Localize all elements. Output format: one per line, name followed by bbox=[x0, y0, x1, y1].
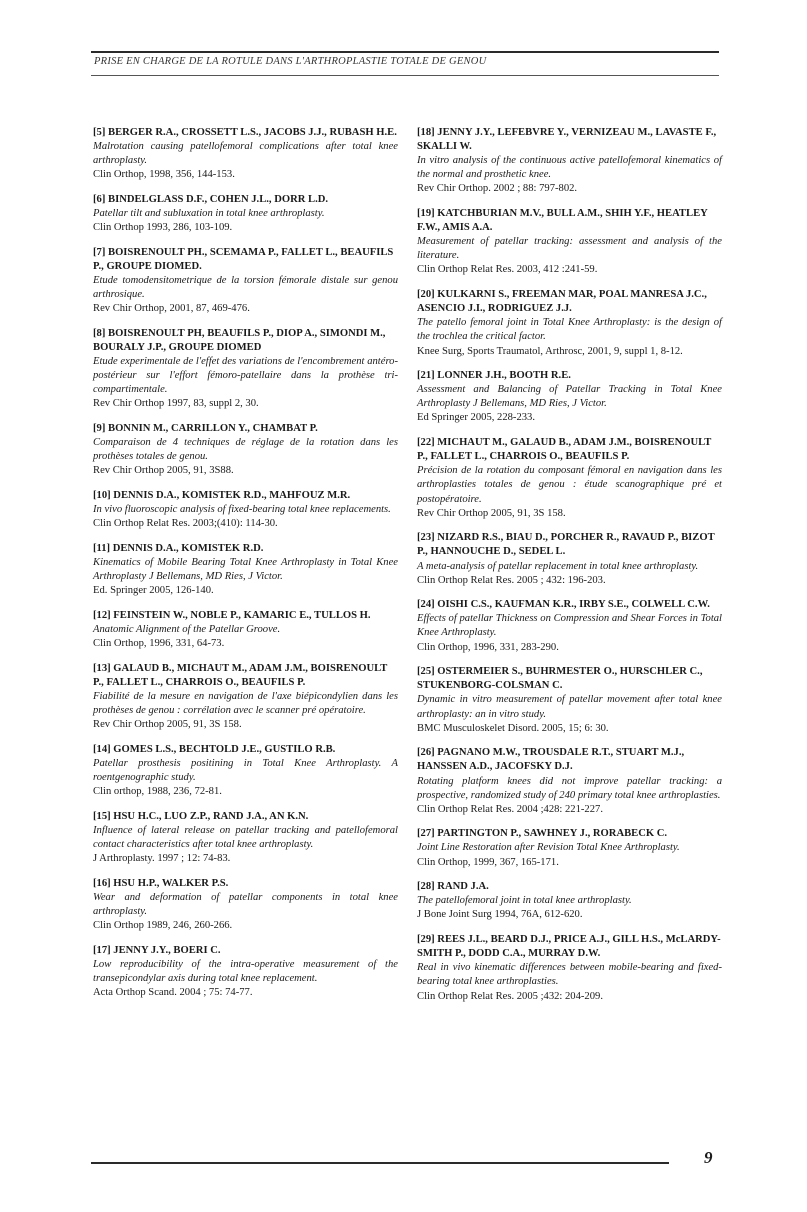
reference-column-right bbox=[417, 126, 722, 1014]
reference-source: Clin Orthop, 1996, 331, 64-73. bbox=[93, 638, 225, 650]
reference-entry bbox=[93, 126, 398, 182]
reference-entry bbox=[417, 436, 722, 521]
reference-entry bbox=[417, 880, 722, 922]
reference-source: Rev Chir Orthop 2005, 91, 3S 158. bbox=[93, 719, 242, 731]
reference-title: A meta-analysis of patellar replacement in total knee arthroplasty. bbox=[417, 560, 699, 572]
reference-authors: [21] LONNER J.H., BOOTH R.E. bbox=[417, 370, 571, 382]
reference-authors: [6] BINDELGLASS D.F., COHEN J.L., DORR L.D. bbox=[93, 193, 329, 205]
footer-rule bbox=[91, 1162, 669, 1164]
header-rule-top bbox=[91, 51, 719, 53]
reference-entry bbox=[417, 933, 722, 1003]
reference-authors: [11] DENNIS D.A., KOMISTEK R.D. bbox=[93, 542, 264, 554]
reference-authors: [14] GOMES L.S., BECHTOLD J.E., GUSTILO R.B. bbox=[93, 743, 336, 755]
reference-authors: [29] REES J.L., BEARD D.J., PRICE A.J., GILL H.S., McLARDY-SMITH P., DODD C.A., MURRAY D.W. bbox=[417, 934, 721, 960]
reference-title: Assessment and Balancing of Patellar Tracking in Total Knee Arthroplasty J Bellemans, MD Ries, J Victor. bbox=[417, 384, 722, 410]
reference-authors: [12] FEINSTEIN W., NOBLE P., KAMARIC E., TULLOS H. bbox=[93, 609, 371, 621]
reference-title: In vitro analysis of the continuous active patellofemoral kinematics of the normal and prosthetic knee. bbox=[417, 155, 722, 181]
reference-title: Malrotation causing patellofemoral complications after total knee arthroplasty. bbox=[93, 141, 398, 167]
reference-entry bbox=[417, 207, 722, 277]
reference-entry bbox=[417, 288, 722, 358]
reference-source: Rev Chir Orthop 1997, 83, suppl 2, 30. bbox=[93, 398, 259, 410]
reference-authors: [17] JENNY J.Y., BOERI C. bbox=[93, 944, 221, 956]
reference-source: BMC Musculoskelet Disord. 2005, 15; 6: 30. bbox=[417, 722, 609, 734]
reference-authors: [10] DENNIS D.A., KOMISTEK R.D., MAHFOUZ M.R. bbox=[93, 490, 351, 502]
reference-source: Clin Orthop, 1996, 331, 283-290. bbox=[417, 641, 559, 653]
reference-entry bbox=[417, 598, 722, 654]
reference-title: Précision de la rotation du composant fémoral en navigation dans les arthroplasties totales de genou : étude scanographique pré et postopératoire. bbox=[417, 465, 722, 505]
reference-authors: [26] PAGNANO M.W., TROUSDALE R.T., STUART M.J., HANSSEN A.D., JACOFSKY D.J. bbox=[417, 747, 685, 773]
reference-title: In vivo fluoroscopic analysis of fixed-bearing total knee replacements. bbox=[93, 504, 391, 516]
header-rule-bottom bbox=[91, 75, 719, 76]
reference-entry bbox=[93, 246, 398, 316]
reference-title: Low reproducibility of the intra-operative measurement of the transepicondylar axis during total knee replacement. bbox=[93, 958, 398, 984]
reference-entry bbox=[417, 369, 722, 425]
reference-entry bbox=[417, 746, 722, 816]
reference-source: Clin Orthop Relat Res. 2004 ;428: 221-227. bbox=[417, 803, 603, 815]
reference-title: Kinematics of Mobile Bearing Total Knee Arthroplasty in Total Knee Arthroplasty J Bellemans, MD Ries, J Victor. bbox=[93, 557, 398, 583]
reference-source: J Bone Joint Surg 1994, 76A, 612-620. bbox=[417, 909, 583, 921]
reference-title: Influence of lateral release on patellar tracking and patellofemoral contact characteristics after total knee arthroplasty. bbox=[93, 824, 398, 850]
reference-source: Clin Orthop Relat Res. 2005 ;432: 204-209. bbox=[417, 990, 603, 1002]
reference-entry bbox=[93, 193, 398, 235]
page-number: 9 bbox=[704, 1148, 713, 1167]
reference-source: Ed. Springer 2005, 126-140. bbox=[93, 585, 214, 597]
reference-authors: [18] JENNY J.Y., LEFEBVRE Y., VERNIZEAU M., LAVASTE F., SKALLI W. bbox=[417, 127, 717, 153]
reference-entry bbox=[417, 126, 722, 196]
reference-authors: [7] BOISRENOULT PH., SCEMAMA P., FALLET L., BEAUFILS P., GROUPE DIOMED. bbox=[93, 246, 394, 272]
reference-title: Dynamic in vitro measurement of patellar movement after total knee arthroplasty: an in vitro study. bbox=[417, 694, 722, 720]
reference-authors: [23] NIZARD R.S., BIAU D., PORCHER R., RAVAUD P., BIZOT P., HANNOUCHE D., SEDEL L. bbox=[417, 532, 715, 558]
reference-title: Joint Line Restoration after Revision Total Knee Arthroplasty. bbox=[417, 842, 680, 854]
reference-source: Clin Orthop Relat Res. 2005 ; 432: 196-203. bbox=[417, 574, 606, 586]
reference-source: Ed Springer 2005, 228-233. bbox=[417, 412, 535, 424]
reference-source: Rev Chir Orthop 2005, 91, 3S88. bbox=[93, 465, 234, 477]
reference-title: Effects of patellar Thickness on Compression and Shear Forces in Total Knee Arthroplasty. bbox=[417, 613, 722, 639]
reference-authors: [25] OSTERMEIER S., BUHRMESTER O., HURSCHLER C., STUKENBORG-COLSMAN C. bbox=[417, 666, 703, 692]
reference-title: Patellar prosthesis positining in Total Knee Arthroplasty. A roentgenographic study. bbox=[93, 757, 398, 783]
reference-authors: [28] RAND J.A. bbox=[417, 881, 489, 893]
reference-authors: [13] GALAUD B., MICHAUT M., ADAM J.M., BOISRENOULT P., FALLET L., CHARROIS O., BEAUFILS P. bbox=[93, 662, 388, 688]
reference-title: Wear and deformation of patellar components in total knee arthroplasty. bbox=[93, 891, 398, 917]
reference-title: The patellofemoral joint in total knee arthroplasty. bbox=[417, 895, 632, 907]
reference-source: Acta Orthop Scand. 2004 ; 75: 74-77. bbox=[93, 987, 253, 998]
reference-authors: [15] HSU H.C., LUO Z.P., RAND J.A., AN K.N. bbox=[93, 810, 309, 822]
reference-authors: [24] OISHI C.S., KAUFMAN K.R., IRBY S.E., COLWELL C.W. bbox=[417, 599, 710, 611]
reference-title: Rotating platform knees did not improve patellar tracking: a prospective, randomized study of 240 primary total knee arthroplasties. bbox=[417, 775, 722, 801]
reference-title: Etude experimentale de l'effet des variations de l'encombrement antéro-postérieur sur l'effort fémoro-patellaire dans la prothèse tri-compartimentale. bbox=[93, 356, 398, 396]
reference-authors: [19] KATCHBURIAN M.V., BULL A.M., SHIH Y.F., HEATLEY F.W., AMIS A.A. bbox=[417, 208, 708, 234]
reference-title: Measurement of patellar tracking: assessment and analysis of the literature. bbox=[417, 236, 722, 262]
reference-entry bbox=[417, 665, 722, 735]
reference-source: Clin Orthop, 1998, 356, 144-153. bbox=[93, 169, 235, 181]
reference-entry bbox=[93, 489, 398, 531]
reference-authors: [27] PARTINGTON P., SAWHNEY J., RORABECK C. bbox=[417, 828, 668, 840]
reference-source: Clin Orthop 1989, 246, 260-266. bbox=[93, 920, 233, 932]
reference-title: Anatomic Alignment of the Patellar Groove. bbox=[93, 623, 281, 635]
reference-entry bbox=[93, 609, 398, 651]
reference-source: Clin Orthop Relat Res. 2003;(410): 114-30. bbox=[93, 518, 278, 530]
reference-entry bbox=[93, 944, 398, 1000]
reference-entry bbox=[93, 327, 398, 412]
reference-title: Patellar tilt and subluxation in total knee arthroplasty. bbox=[93, 208, 325, 220]
reference-entry bbox=[93, 810, 398, 866]
reference-entry bbox=[417, 827, 722, 869]
reference-source: Clin Orthop 1993, 286, 103-109. bbox=[93, 222, 233, 234]
reference-entry bbox=[93, 877, 398, 933]
reference-authors: [8] BOISRENOULT PH, BEAUFILS P., DIOP A., SIMONDI M., BOURALY J.P., GROUPE DIOMED bbox=[93, 327, 386, 353]
reference-entry bbox=[93, 422, 398, 478]
reference-authors: [20] KULKARNI S., FREEMAN MAR, POAL MANRESA J.C., ASENCIO J.I., RODRIGUEZ J.J. bbox=[417, 289, 707, 315]
reference-column-left bbox=[93, 126, 398, 1011]
reference-source: J Arthroplasty. 1997 ; 12: 74-83. bbox=[93, 853, 231, 865]
reference-authors: [5] BERGER R.A., CROSSETT L.S., JACOBS J.J., RUBASH H.E. bbox=[93, 127, 397, 138]
reference-source: Rev Chir Orthop, 2001, 87, 469-476. bbox=[93, 303, 250, 315]
reference-entry bbox=[417, 531, 722, 587]
reference-title: Etude tomodensitometrique de la torsion fémorale distale sur genou arthrosique. bbox=[93, 275, 398, 301]
reference-title: Comparaison de 4 techniques de réglage de la rotation dans les prothèses totales de genou. bbox=[93, 437, 398, 463]
reference-source: Clin orthop, 1988, 236, 72-81. bbox=[93, 786, 222, 798]
reference-title: Real in vivo kinematic differences between mobile-bearing and fixed-bearing total knee arthroplasties. bbox=[417, 962, 722, 988]
reference-source: Rev Chir Orthop. 2002 ; 88: 797-802. bbox=[417, 183, 578, 195]
reference-source: Knee Surg, Sports Traumatol, Arthrosc, 2001, 9, suppl 1, 8-12. bbox=[417, 345, 683, 357]
reference-authors: [16] HSU H.P., WALKER P.S. bbox=[93, 877, 229, 889]
reference-title: The patello femoral joint in Total Knee Arthroplasty: is the design of the trochlea the critical factor. bbox=[417, 317, 722, 343]
reference-source: Clin Orthop Relat Res. 2003, 412 :241-59. bbox=[417, 264, 598, 276]
reference-authors: [9] BONNIN M., CARRILLON Y., CHAMBAT P. bbox=[93, 423, 318, 435]
reference-source: Rev Chir Orthop 2005, 91, 3S 158. bbox=[417, 507, 566, 519]
reference-entry bbox=[93, 743, 398, 799]
reference-entry bbox=[93, 662, 398, 732]
reference-title: Fiabilité de la mesure en navigation de l'axe biépicondylien dans les prothèses de genou : corrélation avec le scanner pré opératoire. bbox=[93, 690, 398, 717]
reference-source: Clin Orthop, 1999, 367, 165-171. bbox=[417, 856, 559, 868]
reference-entry bbox=[93, 542, 398, 598]
running-header: PRISE EN CHARGE DE LA ROTULE DANS L'ARTHROPLASTIE TOTALE DE GENOU bbox=[94, 56, 487, 67]
reference-authors: [22] MICHAUT M., GALAUD B., ADAM J.M., BOISRENOULT P., FALLET L., CHARROIS O., BEAUFILS P. bbox=[417, 437, 712, 463]
